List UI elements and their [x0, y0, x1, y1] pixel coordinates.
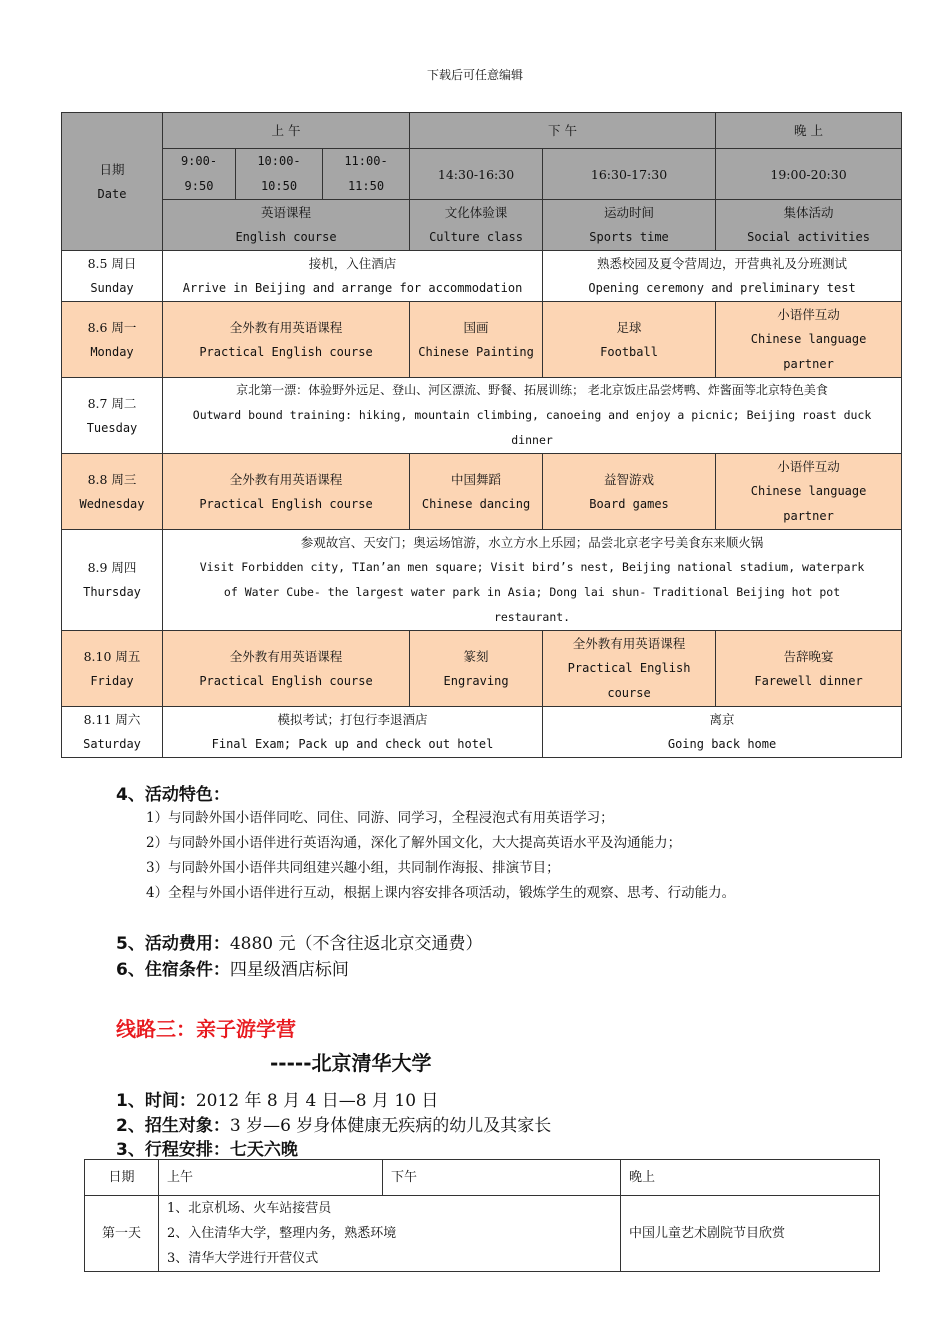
family-schedule-table: [84, 1159, 880, 1272]
row-date: 8.8 周三 Wednesday: [62, 454, 163, 530]
table-row: [62, 251, 902, 302]
time-slot: 14:30-16:30: [410, 149, 543, 200]
row-activity: 熟悉校园及夏令营周边，开营典礼及分班测试 Opening ceremony and preliminary test: [543, 251, 902, 302]
page-note: 下载后可任意编辑: [426, 68, 523, 82]
header-afternoon: 下午: [383, 1160, 621, 1196]
time-slot: 10:00- 10:50: [236, 149, 323, 200]
header-evening: 晚 上: [716, 113, 902, 149]
time-slot: 19:00-20:30: [716, 149, 902, 200]
row-activity: 全外教有用英语课程 Practical English course: [543, 631, 716, 707]
list-item: 1）与同龄外国小语伴同吃、同住、同游、同学习，全程浸泡式有用英语学习；: [146, 810, 614, 826]
row-date: 8.10 周五 Friday: [62, 631, 163, 707]
row-activity: 告辞晚宴 Farewell dinner: [716, 631, 902, 707]
time-slot: 9:00- 9:50: [163, 149, 236, 200]
table-row: [85, 1196, 880, 1272]
features-title: 4、活动特色：: [116, 785, 230, 805]
row-activity: 小语伴互动 Chinese language partner: [716, 302, 902, 378]
table-row: [62, 454, 902, 530]
header-evening: 晚上: [621, 1160, 880, 1196]
route-title: 线路三：亲子游学营: [116, 1017, 296, 1041]
list-item: 4）全程与外国小语伴进行互动，根据上课内容安排各项活动，锻炼学生的观察、思考、行动能力。: [146, 885, 736, 901]
target-line: 2、招生对象：3 岁—6 岁身体健康无疾病的幼儿及其家长: [116, 1116, 552, 1136]
row-activity: 模拟考试；打包行李退酒店 Final Exam; Pack up and check out hotel: [163, 707, 543, 758]
row-date: 8.6 周一 Monday: [62, 302, 163, 378]
table-row: [62, 302, 902, 378]
row-activity: 京北第一漂：体验野外远足、登山、河区漂流、野餐、拓展训练； 老北京饭庄品尝烤鸭、炸酱面等北京特色美食 Outward bound training: hiking, mountain climbing, canoeing and enjoy a picnic; Beijing roast duck dinner: [163, 378, 902, 454]
row-morning: 1、北京机场、火车站接营员 2、入住清华大学，整理内务，熟悉环境 3、清华大学进行开营仪式: [159, 1196, 621, 1272]
row-activity: 足球 Football: [543, 302, 716, 378]
table-row: [62, 378, 902, 454]
lodging-line: 6、住宿条件：四星级酒店标间: [116, 960, 349, 980]
header-afternoon: 下 午: [410, 113, 716, 149]
row-activity: 篆刻 Engraving: [410, 631, 543, 707]
route-subtitle: -----北京清华大学: [270, 1051, 432, 1075]
schedule-table: [61, 112, 902, 758]
row-activity: 中国舞蹈 Chinese dancing: [410, 454, 543, 530]
header-morning: 上 午: [163, 113, 410, 149]
row-activity: 国画 Chinese Painting: [410, 302, 543, 378]
table-row: [62, 631, 902, 707]
category-culture: 文化体验课 Culture class: [410, 200, 543, 251]
header-morning: 上午: [159, 1160, 383, 1196]
list-item: 3）与同龄外国小语伴共同组建兴趣小组，共同制作海报、排演节目；: [146, 860, 560, 876]
table-row: [62, 707, 902, 758]
time-line: 1、时间：2012 年 8 月 4 日—8 月 10 日: [116, 1091, 439, 1111]
list-item: 2）与同龄外国小语伴进行英语沟通，深化了解外国文化，大大提高英语水平及沟通能力；: [146, 835, 682, 851]
time-slot: 16:30-17:30: [543, 149, 716, 200]
row-activity: 小语伴互动 Chinese language partner: [716, 454, 902, 530]
row-activity: 全外教有用英语课程 Practical English course: [163, 454, 410, 530]
row-date: 8.9 周四 Thursday: [62, 530, 163, 631]
row-activity: 全外教有用英语课程 Practical English course: [163, 631, 410, 707]
category-sports: 运动时间 Sports time: [543, 200, 716, 251]
category-english: 英语课程 English course: [163, 200, 410, 251]
time-slot: 11:00- 11:50: [323, 149, 410, 200]
row-activity: 离京 Going back home: [543, 707, 902, 758]
table-row: [62, 530, 902, 631]
header-date: 日期 Date: [62, 113, 163, 251]
row-date: 8.5 周日 Sunday: [62, 251, 163, 302]
row-activity: 参观故宫、天安门；奥运场馆游，水立方水上乐园；品尝北京老字号美食东来顺火锅 Visit Forbidden city, TIan’an men square; Visit bird’s nest, Beijing national stadium, waterpark of Water Cube- the largest water park in Asia; Dong lai shun- Traditional Beijing hot pot restaurant.: [163, 530, 902, 631]
row-evening: 中国儿童艺术剧院节目欣赏: [621, 1196, 880, 1272]
category-social: 集体活动 Social activities: [716, 200, 902, 251]
row-date: 8.11 周六 Saturday: [62, 707, 163, 758]
row-activity: 益智游戏 Board games: [543, 454, 716, 530]
row-date: 第一天: [85, 1196, 159, 1272]
row-date: 8.7 周二 Tuesday: [62, 378, 163, 454]
fee-line: 5、活动费用：4880 元（不含往返北京交通费）: [116, 934, 483, 954]
row-activity: 接机，入住酒店 Arrive in Beijing and arrange for accommodation: [163, 251, 543, 302]
header-date: 日期: [85, 1160, 159, 1196]
row-activity: 全外教有用英语课程 Practical English course: [163, 302, 410, 378]
plan-line: 3、行程安排：七天六晚: [116, 1140, 298, 1160]
